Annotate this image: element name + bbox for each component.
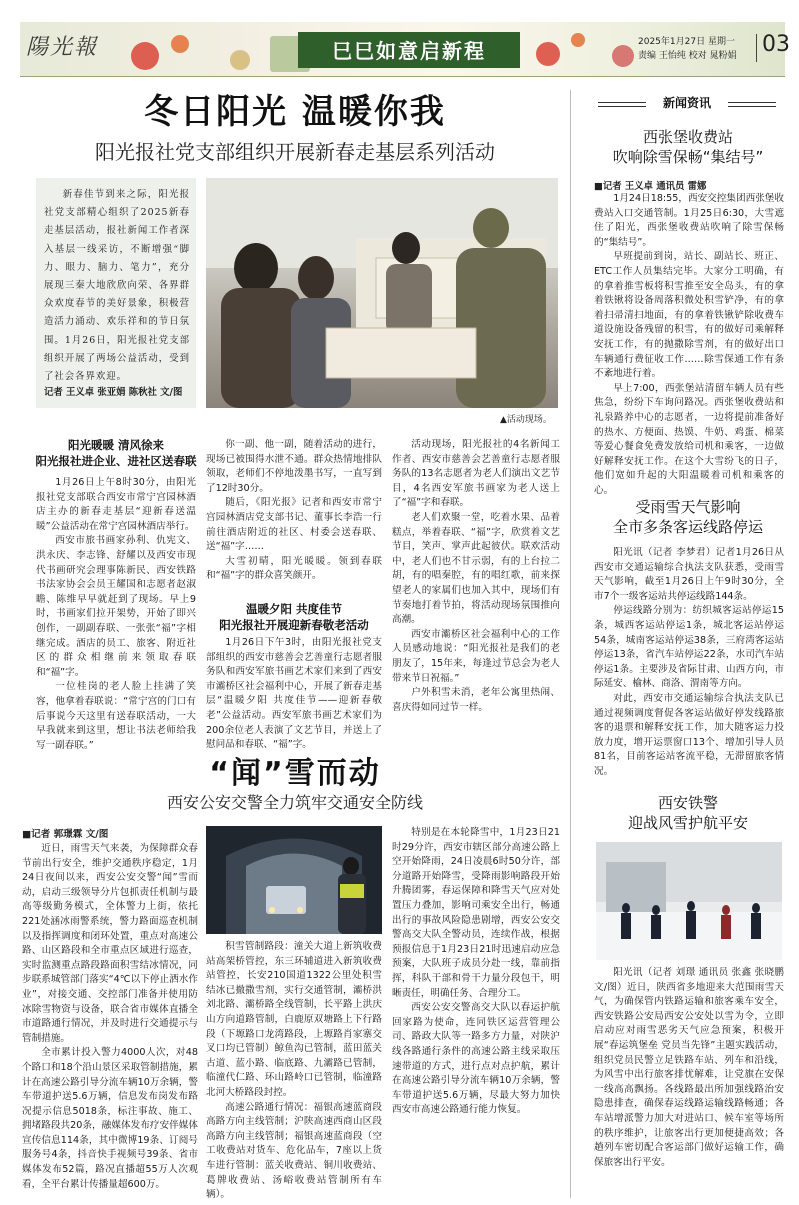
story1-para: 一位桂岗的老人脸上挂满了笑容，他拿着春联说：“常宁宫的门口有后事说今天这里有送春联活动，一大早我就来到这里，想让书法老师给我写一副春联。” [36,681,196,751]
feature-subheadline: 西安公安交警全力筑牢交通安全防线 [166,793,423,812]
news3-body [594,966,784,1198]
story2-para: 老人们欢聚一堂，吃着水果、品着糕点，举着春联、“福”字，欣赏着文艺节目，笑声、掌声此起彼伏。联欢活动中，老人们也不甘示弱，有的上台拉二胡，有的唱秦腔，有的唱红歌，前来探望老人的家属们也加入其中，现场们有节奏地打着节拍，将活动现场氛围推向高潮。 [392,511,560,626]
feature-photo [206,826,382,934]
feature-para: 特别是在本轮降雪中，1月23日21时29分许，西安市辖区部分高速公路上空开始降雨，24日凌晨6时50分许，部分道路开始降雪，受降雨影响路段开始升腾团雾，春运保障和降雪天气应对处置压力叠加，影响司乘安全出行，畅通出行的事故风险隐患剧增，西安公安交警高交大队全警动员，连续作战，根据预报信息于1月23日21时迅速启动应急预案，大队班子成员分赴一线，靠前指挥，科队干部和骨干力量分段包干，明晰责任，明确任务、合理分工。 [392,827,560,999]
news2-body [594,546,784,776]
feature-headline: “闻”雪而动 [209,756,381,791]
news2-para: 阳光讯（记者 李梦君）记者1月26日从西安市交通运输综合执法支队获悉，受雨雪天气影响，截至1月26日上午9时30分，全市7个一级客运站共停运线路144条。 [594,547,784,602]
page-number: 03 [762,32,790,57]
news2-para: 停运线路分别为：纺织城客运站停运15条，城西客运站停运1条，城北客运站停运54条，城南客运站停运38条，三府湾客运站停运13条，省汽车站停运22条，水司汽车站停运1条。主要涉及省际甘肃、山西方向，市际延安、榆林、商洛、渭南等方向。 [594,605,784,690]
lantern-decoration-icon [120,26,320,76]
page-header [20,22,790,76]
news3-title-line2: 迎战风雪护航平安 [627,814,748,832]
feature-body-col2 [206,940,382,1201]
story2-para: 户外积雪未消，老年公寓里热闹、喜庆得如同过节一样。 [392,687,560,713]
editors-line: 责编 王怡纯 校对 晁粉娟 [638,51,737,61]
feature-para: 高速公路通行情况：福银高速蓝商段高路方向主线管制；沪陕高速西商山区段高路方向主线管制；福银高速蓝商段（空工收费站对货车、危化品车，7座以上货车进行管制：蓝关收费站、铜川收费站、葛牌收费站、汤峪收费站管制所有车辆）。 [206,1101,382,1201]
news3-title-line1: 西安铁警 [657,794,718,812]
news1-title-line1: 西张堡收费站 [642,128,733,146]
header-divider [756,34,757,62]
section-rule-left [598,102,646,107]
sidebar-divider [570,90,571,1198]
news2-title-line1: 受雨雪天气影响 [635,498,741,516]
story1-title-line1: 阳光暖暖 清风徐来 [67,438,164,452]
feature-body-col3 [392,826,560,1198]
news2-title-line2: 全市多条客运线路停运 [612,518,763,536]
lead-photo [206,178,558,408]
story2-para: 1月26日下午3时，由阳光报社党支部组织的西安市慈善会艺善童行志愿者服务队和西安军旅书画艺术家们来到了西安市灞桥区社会福利中心，开展了新春走基层“温暖夕阳 共度佳节——迎新春敬老”公益活动。西安军旅书画艺术家们为200余位老人表演了文艺节目，并送上了慰问品和春联、“福”字。 [206,637,382,751]
feature-body-col1 [22,842,198,1198]
lead-intro-box [36,178,196,408]
news1-para: 早上7:00，西张堡站清留车辆人员有些焦急，纷纷下车询问路况。西张堡收费站和礼泉路养中心的志愿者，一边将提前准备好的热水、方便面、热馍、牛奶、鸡蛋、棉菜等爱心餐食免费发放给司机和乘客，一边做好解释安抚工作。在这个大雪纷飞的日子，他们宽如升起的大阳温暖着司机和乘客的心。 [594,382,784,496]
story2-body-col3 [392,438,560,713]
sidebar-section-header [598,92,776,114]
masthead-logo: 陽光報 [26,35,99,60]
lead-subheadline: 阳光报社党支部组织开展新春走基层系列活动 [95,140,495,164]
story2-para: 西安市灞桥区社会福利中心的工作人员感动地说：“阳光报社是我们的老朋友了，15年来，每逢过节总会为老人带来节日祝福。” [392,628,560,684]
story1-body-col1 [36,476,196,751]
news1-para: 早班提前到岗，站长、副站长、班正、ETC工作人员集结完毕。大家分工明确，有的拿着推雪板将积雪推至安全岛头，有的拿着铁锹将设备周落积微处积雪铲净，有的拿着扫帚清扫地面，有的拿着铁锹铲除收费车道设施设备残留的积雪，有的做好司乘解释安抚工作，有的抛撒除雪剂，有的做好出口车辆通行费征收工作……除雪保通工作有条不紊地进行着。 [594,251,784,380]
lead-headline: 冬日阳光 温暖你我 [144,92,446,132]
story2-para: 活动现场，阳光报社的4名新闻工作者、西安市慈善会艺善童行志愿者服务队的13名志愿者为老人们演出文艺节目，4名西安军旅书画家为老人送上了“福”字和春联。 [392,439,560,509]
news3-para: 阳光讯（记者 刘璟 通讯员 张鑫 张晓鹏 文/图）近日，陕西省多地迎来大范围雨雪天气，为确保管内铁路运输和旅客乘车安全，西安铁路公安局西安公安处以雪为令，立即启动应对雨雪恶劣天气应急预案，积极开展“春运筑堡垒 党员当先锋”主题实践活动，组织党员民警立足铁路车站、列车和沿线，为风雪中出行旅客排忧解难，让党旗在安保一线高高飘扬。各线路最出所加强线路治安隐患排查，确保春运线路运输线路畅通；各车站增派警力加大对进站口、候车室等场所的秩序维护，让旅客出行更加便捷高效；各趟列车密切配合客运部门做好运输工作，确保旅客出行平安。 [594,967,784,1168]
feature-para: 积雪管制路段：潼关大道上新筑收费站高架桥管控，东三环辅道进入新筑收费站管控，长安210国道1322公里处积雪结冰已撤撒雪剂，实行交通管制，灞桥洪刘北路、灞桥路全线管制，长平路上洪庆山方向道路管制，白鹿原双塘路上下行路段（下塬路口龙湾路段，上塬路肖家寨交叉口均已管制）鲸鱼沟已管制，蓝田蓝关古道、蓝小路、临底路、九灞路已管制，临潼代仁路、环山路岭口已管制，临潼路北河大桥路段封控。 [206,941,382,1098]
news3-photo-scene [596,842,782,960]
lead-intro-text: 新春佳节到来之际，阳光报社党支部精心组织了2025新春走基层活动，报社新闻工作者深入基层一线采访，不断增强“脚力、眼力、脑力、笔力”，充分展现三秦大地欣欣向荣、各界群众欢度春节的美好景象，积极营造活力涌动、欢乐祥和的节日氛围。1月26日，阳光报社党支部组织开展了两场公益活动，受到了社会各界欢迎。 [44,189,190,383]
news1-para: 1月24日18:55，西安交控集团西张堡收费站入口交通管制。1月25日6:30，大雪遮住了阳光，西张堡收费站吹响了除雪保畅的“集结号”。 [594,193,784,248]
news2-para: 对此，西安市交通运输综合执法支队已通过视频调度督促各客运站做好停发线路旅客的退票和解释安抚工作，加大随客运力投放力度，增开运票窗口13个、增加引导人员81名，目前客运站客流平稳，无滞留旅客情况。 [594,692,784,777]
story1-para: 大雪初晴，阳光暖暖。领到春联和“福”字的群众喜笑颜开。 [206,555,382,582]
feature-photo-scene [206,826,382,934]
news3-photo [596,842,782,960]
date-line: 2025年1月27日 星期一 [638,37,735,47]
lead-photo-caption: ▲活动现场。 [500,415,552,425]
story1-para: 随后，《阳光报》记者和西安市常宁宫园林酒店党支部书记、董事长李浩一行前往酒店附近的社区、村委会送春联、送“福”字…… [206,497,382,553]
story1-para: 1月26日上午8时30分，由阳光报社党支部联合西安市常宁宫园林酒店主办的新春走基层“迎新春送温暖”公益活动在常宁宫园林酒店举行。 [36,477,196,532]
story2-title-line2: 阳光报社开展迎新春敬老活动 [219,618,369,632]
lead-photo-scene [206,178,558,408]
story2-body-col2 [206,636,382,751]
lantern-right-icon [528,26,648,76]
story1-para: 西安市旅书画家孙利、仇宪文、洪永庆、李志锋、舒耀以及西安市现代书画研究会理事陈新民、西安铁路书法家协会会员王耀国和志愿者赵淑瞻、陈维早早就赶到了现场。早上9时，书画家们拉开架势，开始了即兴创作，一副副春联、一张张“福”字相继完成。酒店的员工、旅客、附近社区的群众相继前来领取春联和“福”字。 [36,535,196,678]
news1-body [594,192,784,496]
news1-title-line2: 吹响除雪保畅“集结号” [612,148,764,166]
feature-byline: ■记者 郭璟霖 文/图 [22,829,109,840]
section-rule-right [728,102,776,107]
sidebar-section-label: 新闻资讯 [662,96,711,110]
story2-title-line1: 温暖夕阳 共度佳节 [245,602,342,616]
story1-title-line2: 阳光报社进企业、进社区送春联 [35,454,197,468]
feature-para: 西安公安交警高交大队以春运护航回家路为使命，连同铁区运营管理公司、路政大队等一路多方力量，对陕沪线各路通行条件的高速公路主线采取压速带道的方式，进行点对点护航，累计在高速公路引导分流车辆10万余辆，警车带道护送5.6万辆，尽最大努力加快西安市高速公路通行能力恢复。 [392,1002,560,1116]
news1-byline: ■记者 王义卓 通讯员 雷娜 [594,181,707,192]
banner-title: 巳巳如意启新程 [332,39,486,63]
lead-byline: 记者 王义卓 张亚娟 陈秋社 文/图 [44,387,183,398]
story1-body-col2 [206,438,382,596]
feature-para: 全市累计投入警力4000人次，对48个路口和18个沿山景区采取管制措施，累计在高速公路引导分流车辆10万余辆，警车带道护送5.6万辆，信息发布岗发布路况提示信息5018条，标注事故、施工、拥堵路段共20条，融媒体发布疗安伴媒体宣传信息114条，其中微博19条、订阅号服务号4条，抖音快手视频号39条、省市媒体发布52篇，路况直播超55万人次观看，全平台累计传播量超600万。 [22,1047,198,1190]
story1-para: 你一副、他一副，随着活动的进行，现场已被围得水泄不通。群众热情地排队领取，老师们不停地泼墨书写，一直写到了12时30分。 [206,439,382,494]
feature-para: 近日，雨雪天气来袭，为保障群众春节前出行安全，维护交通秩序稳定，1月24日夜间以来，西安公安交警“闻”雪而动，启动三级领导分片包抓责任机制与最高等级勤务模式，全体警力上街，依托221处涵冰雨警系统，警力路面巡查机制以及指挥调度和闭环处置，重点对高速公路、山区路段和全市重点区域进行巡查，实时监测重点路段路面积雪结冰情况，同步联系城管部门落实“4℃以下停止洒水作业”，对接交通、交控部门准备并使用防冰除雪物资与设备，联合省市媒体直播全市道路通行情况，并及时进行交通提示与管制措施。 [22,843,198,1044]
